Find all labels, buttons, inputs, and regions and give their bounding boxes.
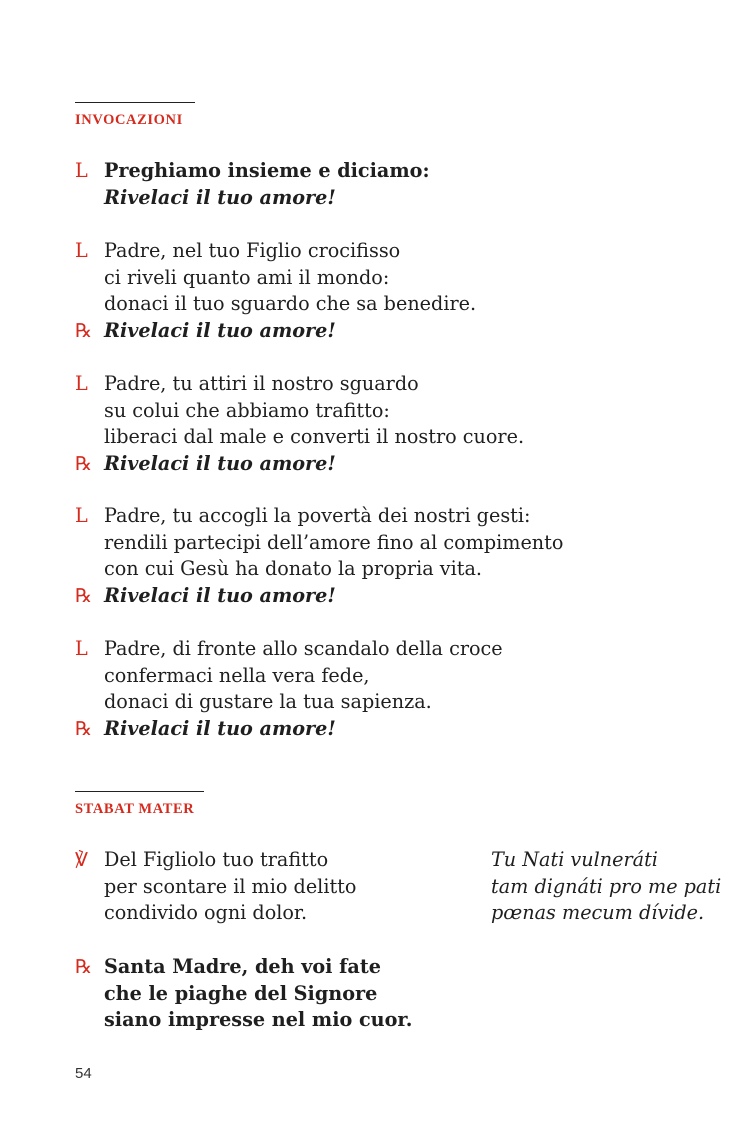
italian-line: Del Figliolo tuo trafitto [104, 848, 329, 871]
invocation-1 [75, 238, 698, 344]
latin-line: tam dignáti pro me pati [491, 874, 722, 898]
invocation-line: donaci di gustare la tua sapienza. [104, 690, 432, 713]
response-text: Rivelaci il tuo amore! [104, 583, 336, 607]
invocation-line: donaci il tuo sguardo che sa benedire. [104, 292, 477, 315]
invocation-line: Padre, di fronte allo scandalo della croce [104, 637, 503, 660]
invocation-intro [75, 158, 698, 211]
response-line: siano impresse nel mio cuor. [104, 1008, 413, 1031]
leader-marker: L [75, 239, 88, 262]
invocation-line: rendili partecipi dell’amore fino al compimento [104, 530, 564, 554]
italian-line: condivido ogni dolor. [104, 901, 308, 924]
intro-response: Rivelaci il tuo amore! [104, 185, 336, 209]
invocation-line: liberaci dal male e converti il nostro cuore. [104, 425, 525, 448]
response-symbol: ℞ [75, 717, 93, 740]
leader-marker: L [75, 159, 88, 182]
response-symbol: ℞ [75, 956, 93, 978]
section-title-stabat: STABAT MATER [75, 801, 195, 817]
response-symbol: ℞ [75, 319, 93, 342]
invocation-3 [75, 503, 698, 609]
stabat-versicle [75, 847, 722, 927]
italian-line: per scontare il mio delitto [104, 874, 357, 898]
section-rule-stabat [75, 791, 204, 792]
leader-marker: L [75, 637, 88, 660]
invocation-2 [75, 371, 698, 477]
invocation-line: su colui che abbiamo trafitto: [104, 398, 390, 422]
stabat-response [75, 954, 698, 1034]
intro-text: Preghiamo insieme e diciamo: [104, 159, 430, 182]
response-symbol: ℞ [75, 452, 93, 475]
latin-line: pœnas mecum dívide. [491, 901, 705, 924]
response-symbol: ℞ [75, 584, 93, 607]
response-line: che le piaghe del Signore [104, 981, 378, 1005]
invocation-line: con cui Gesù ha donato la propria vita. [104, 557, 483, 580]
response-text: Rivelaci il tuo amore! [104, 451, 336, 475]
leader-marker: L [75, 372, 88, 395]
response-text: Rivelaci il tuo amore! [104, 318, 336, 342]
leader-marker: L [75, 504, 88, 527]
invocation-line: Padre, nel tuo Figlio crocifisso [104, 239, 401, 262]
page-number: 54 [75, 1065, 92, 1082]
versicle-symbol: ℣ [75, 848, 89, 871]
invocation-line: Padre, tu attiri il nostro sguardo [104, 372, 419, 395]
invocation-4 [75, 636, 698, 742]
invocation-line: ci riveli quanto ami il mondo: [104, 265, 390, 289]
response-text: Rivelaci il tuo amore! [104, 716, 336, 740]
section-rule-invocazioni [75, 102, 195, 103]
latin-line: Tu Nati vulneráti [491, 848, 658, 871]
invocation-line: confermaci nella vera fede, [104, 663, 370, 687]
response-line: Santa Madre, deh voi fate [104, 955, 381, 978]
section-title-invocazioni: INVOCAZIONI [75, 112, 183, 128]
invocation-line: Padre, tu accogli la povertà dei nostri gesti: [104, 504, 531, 527]
